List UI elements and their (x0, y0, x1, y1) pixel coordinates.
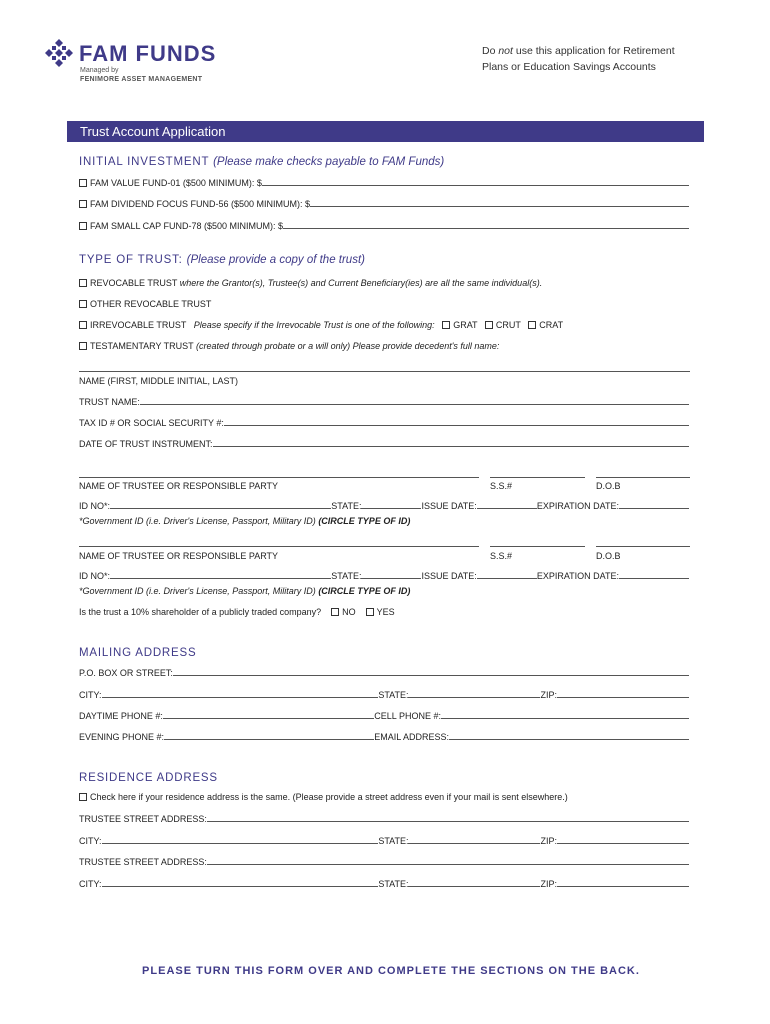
trustee1-id-row[interactable]: ID NO*: STATE: ISSUE DATE: EXPIRATION DATE: (79, 499, 689, 511)
trust-name-row[interactable]: TRUST NAME: (79, 395, 689, 407)
title-bar (67, 121, 704, 142)
trustee2-dob-line[interactable] (596, 546, 690, 547)
residence-street-row-1[interactable]: TRUSTEE STREET ADDRESS: (79, 812, 689, 824)
grat-checkbox[interactable] (442, 321, 450, 329)
trustee1-name-label: NAME OF TRUSTEE OR RESPONSIBLE PARTY (79, 481, 279, 491)
checkbox-icon[interactable] (79, 321, 87, 329)
checkbox-icon[interactable] (79, 200, 87, 208)
trustee2-ss-label: S.S.# (490, 551, 513, 561)
trustee1-dob-label: D.O.B (596, 481, 621, 491)
crut-checkbox[interactable] (485, 321, 493, 329)
irrevocable-option[interactable]: IRREVOCABLE TRUST Please specify if the Irrevocable Trust is one of the following: GRAT CRUT CRAT (79, 320, 563, 330)
other-revocable-option[interactable]: OTHER REVOCABLE TRUST (79, 299, 211, 309)
mailing-heading: MAILING ADDRESS (79, 647, 197, 659)
trustee1-ss-label: S.S.# (490, 481, 513, 491)
mailing-phone-row[interactable]: DAYTIME PHONE #: CELL PHONE #: (79, 709, 689, 721)
testamentary-option[interactable]: TESTAMENTARY TRUST (created through probate or a will only) Please provide decedent's full name: (79, 341, 499, 351)
checkbox-icon[interactable] (79, 300, 87, 308)
footer-instruction: PLEASE TURN THIS FORM OVER AND COMPLETE THE SECTIONS ON THE BACK. (142, 965, 640, 977)
fund-smallcap-row[interactable]: FAM SMALL CAP FUND-78 ($500 MINIMUM): $ (79, 219, 689, 231)
trustee2-name-label: NAME OF TRUSTEE OR RESPONSIBLE PARTY (79, 551, 279, 561)
fund-dividend-row[interactable]: FAM DIVIDEND FOCUS FUND-56 ($500 MINIMUM): $ (79, 197, 689, 209)
trustee1-dob-line[interactable] (596, 477, 690, 478)
trust-type-heading: TYPE OF TRUST: (Please provide a copy of the trust) (79, 254, 365, 266)
trustee1-ss-line[interactable] (490, 477, 585, 478)
fam-logo-icon (44, 38, 74, 68)
trustee1-name-line[interactable] (79, 477, 479, 478)
checkbox-icon[interactable] (79, 179, 87, 187)
crat-checkbox[interactable] (528, 321, 536, 329)
logo (44, 38, 234, 88)
trustee2-gov-note: *Government ID (i.e. Driver's License, Passport, Military ID) (CIRCLE TYPE OF ID) (79, 586, 411, 596)
mailing-city-row[interactable]: CITY: STATE: ZIP: (79, 688, 689, 700)
company-name: FENIMORE ASSET MANAGEMENT (80, 76, 203, 83)
trustee2-id-row[interactable]: ID NO*: STATE: ISSUE DATE: EXPIRATION DATE: (79, 569, 689, 581)
page-title: Trust Account Application (80, 124, 226, 139)
decedent-name-line[interactable] (79, 371, 690, 372)
checkbox-icon[interactable] (79, 279, 87, 287)
fund-value-row[interactable]: FAM VALUE FUND-01 ($500 MINIMUM): $ (79, 176, 689, 188)
checkbox-icon[interactable] (79, 793, 87, 801)
checkbox-icon[interactable] (79, 342, 87, 350)
trust-date-row[interactable]: DATE OF TRUST INSTRUMENT: (79, 437, 689, 449)
shareholder-no-checkbox[interactable] (331, 608, 339, 616)
shareholder-question: Is the trust a 10% shareholder of a publicly traded company? NO YES (79, 607, 395, 617)
residence-same-option[interactable]: Check here if your residence address is the same. (Please provide a street address even if your mail is sent elsewhere.) (79, 792, 568, 802)
tax-id-row[interactable]: TAX ID # OR SOCIAL SECURITY #: (79, 416, 689, 428)
trustee2-name-line[interactable] (79, 546, 479, 547)
managed-by: Managed by (80, 67, 119, 74)
checkbox-icon[interactable] (79, 222, 87, 230)
residence-city-row-1[interactable]: CITY: STATE: ZIP: (79, 834, 689, 846)
residence-heading: RESIDENCE ADDRESS (79, 772, 218, 784)
residence-city-row-2[interactable]: CITY: STATE: ZIP: (79, 877, 689, 889)
name-label: NAME (FIRST, MIDDLE INITIAL, LAST) (79, 376, 239, 386)
residence-street-row-2[interactable]: TRUSTEE STREET ADDRESS: (79, 855, 689, 867)
brand-name: FAM FUNDS (79, 41, 217, 66)
trustee1-gov-note: *Government ID (i.e. Driver's License, Passport, Military ID) (CIRCLE TYPE OF ID) (79, 516, 411, 526)
mailing-evening-row[interactable]: EVENING PHONE #: EMAIL ADDRESS: (79, 730, 689, 742)
shareholder-yes-checkbox[interactable] (366, 608, 374, 616)
trustee2-dob-label: D.O.B (596, 551, 621, 561)
mailing-street-row[interactable]: P.O. BOX OR STREET: (79, 666, 689, 678)
trustee2-ss-line[interactable] (490, 546, 585, 547)
notice: Do not use this application for Retirement Plans or Education Savings Accounts (482, 45, 675, 73)
revocable-trust-option[interactable]: REVOCABLE TRUST where the Grantor(s), Trustee(s) and Current Beneficiary(ies) are all the same individual(s). (79, 278, 542, 288)
initial-investment-heading: INITIAL INVESTMENT (Please make checks payable to FAM Funds) (79, 156, 445, 168)
